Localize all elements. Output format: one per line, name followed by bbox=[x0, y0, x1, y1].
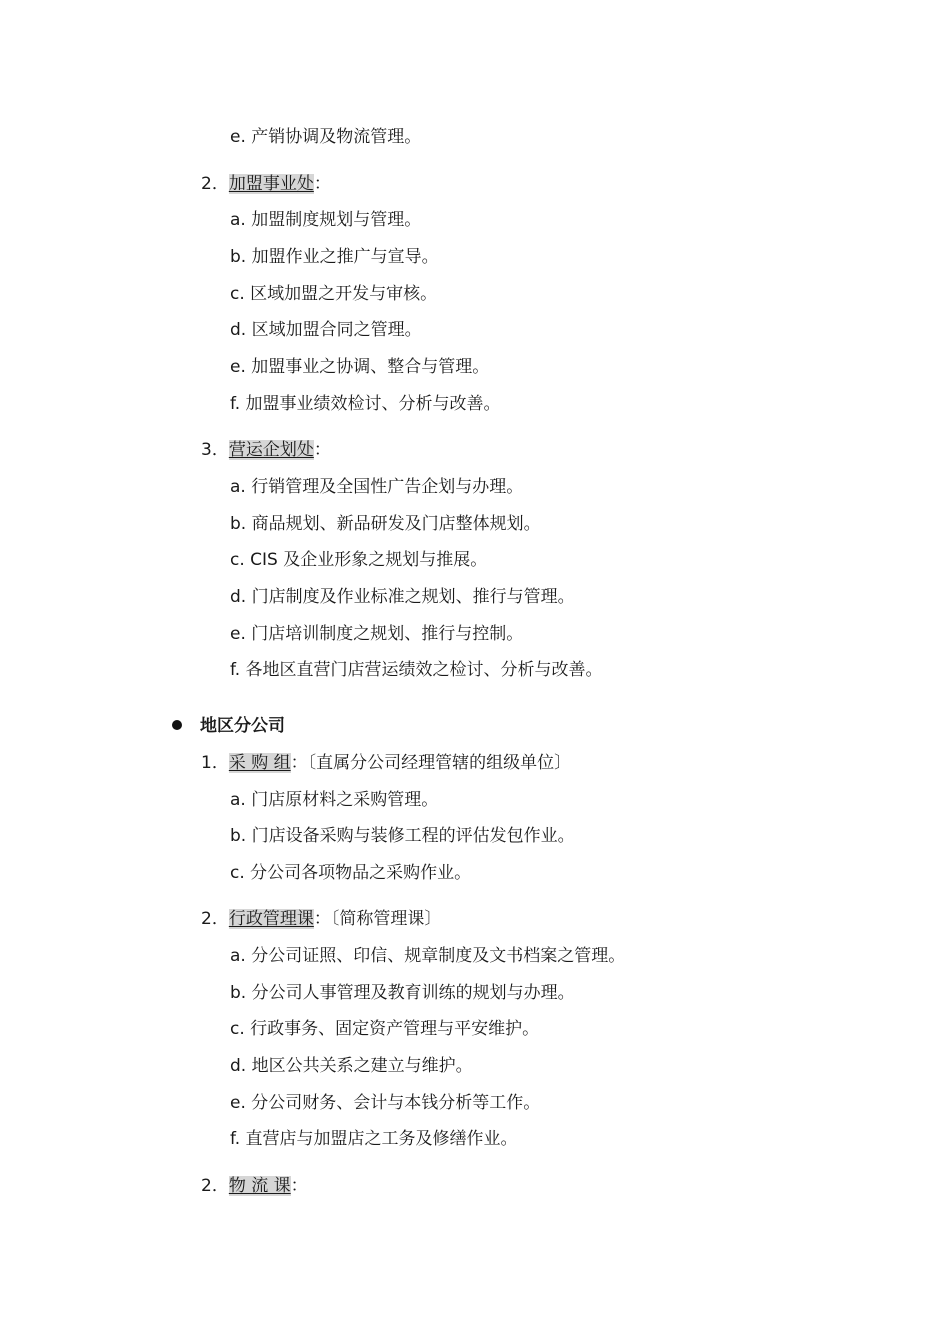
list-item: f. 加盟事业绩效检讨、分析与改善。 bbox=[230, 394, 501, 414]
list-item: c. 区域加盟之开发与审核。 bbox=[230, 284, 438, 304]
list-item: e. 分公司财务、会计与本钱分析等工作。 bbox=[230, 1093, 541, 1113]
section-heading-logistics bbox=[201, 1174, 308, 1198]
list-item: f. 各地区直营门店营运绩效之检讨、分析与改善。 bbox=[230, 660, 603, 680]
branch-heading-text: 地区分公司 bbox=[200, 716, 285, 736]
section-number: 2． bbox=[201, 1176, 229, 1196]
section-heading-purchasing bbox=[201, 751, 571, 775]
section-suffix: ： bbox=[290, 1176, 308, 1196]
section-suffix: ：〔直属分公司经理管辖的组级单位〕 bbox=[290, 753, 572, 773]
list-item: b. 加盟作业之推广与宣导。 bbox=[230, 247, 439, 267]
section-colon: ： bbox=[313, 174, 331, 194]
section-heading-admin bbox=[201, 907, 441, 931]
list-item: c. 分公司各项物品之采购作业。 bbox=[230, 863, 472, 883]
list-item: b. 门店设备采购与装修工程的评估发包作业。 bbox=[230, 826, 575, 846]
list-item: a. 门店原材料之采购管理。 bbox=[230, 790, 439, 810]
list-item: c. 行政事务、固定资产管理与平安维护。 bbox=[230, 1019, 540, 1039]
list-item: c. CIS 及企业形象之规划与推展。 bbox=[230, 550, 488, 570]
list-item: e. 加盟事业之协调、整合与管理。 bbox=[230, 357, 490, 377]
section-heading-franchise bbox=[201, 172, 331, 196]
section-title: 行政管理课 bbox=[228, 909, 314, 929]
section-number: 3． bbox=[201, 440, 229, 460]
list-item: b. 商品规划、新品研发及门店整体规划。 bbox=[230, 514, 541, 534]
list-item: a. 加盟制度规划与管理。 bbox=[230, 210, 422, 230]
list-item: e. 门店培训制度之规划、推行与控制。 bbox=[230, 624, 524, 644]
section-suffix: ：〔简称管理课〕 bbox=[313, 909, 442, 929]
section-number: 2． bbox=[201, 909, 229, 929]
section-colon: ： bbox=[313, 440, 331, 460]
list-item: d. 门店制度及作业标准之规划、推行与管理。 bbox=[230, 587, 575, 607]
list-item: d. 区域加盟合同之管理。 bbox=[230, 320, 422, 340]
section-title: 采 购 组 bbox=[228, 753, 291, 773]
section-title: 物 流 课 bbox=[228, 1176, 291, 1196]
branch-heading bbox=[172, 714, 285, 738]
section-title: 营运企划处 bbox=[228, 440, 314, 460]
list-item: f. 直营店与加盟店之工务及修缮作业。 bbox=[230, 1129, 518, 1149]
section-title: 加盟事业处 bbox=[228, 174, 314, 194]
list-item: d. 地区公共关系之建立与维护。 bbox=[230, 1056, 473, 1076]
list-item: a. 分公司证照、印信、规章制度及文书档案之管理。 bbox=[230, 946, 626, 966]
list-item: b. 分公司人事管理及教育训练的规划与办理。 bbox=[230, 983, 575, 1003]
section-number: 2． bbox=[201, 174, 229, 194]
section-heading-operations bbox=[201, 438, 331, 462]
list-item: a. 行销管理及全国性广告企划与办理。 bbox=[230, 477, 524, 497]
section-number: 1． bbox=[201, 753, 229, 773]
bullet-icon bbox=[172, 720, 182, 730]
list-item: e. 产销协调及物流管理。 bbox=[230, 127, 422, 147]
